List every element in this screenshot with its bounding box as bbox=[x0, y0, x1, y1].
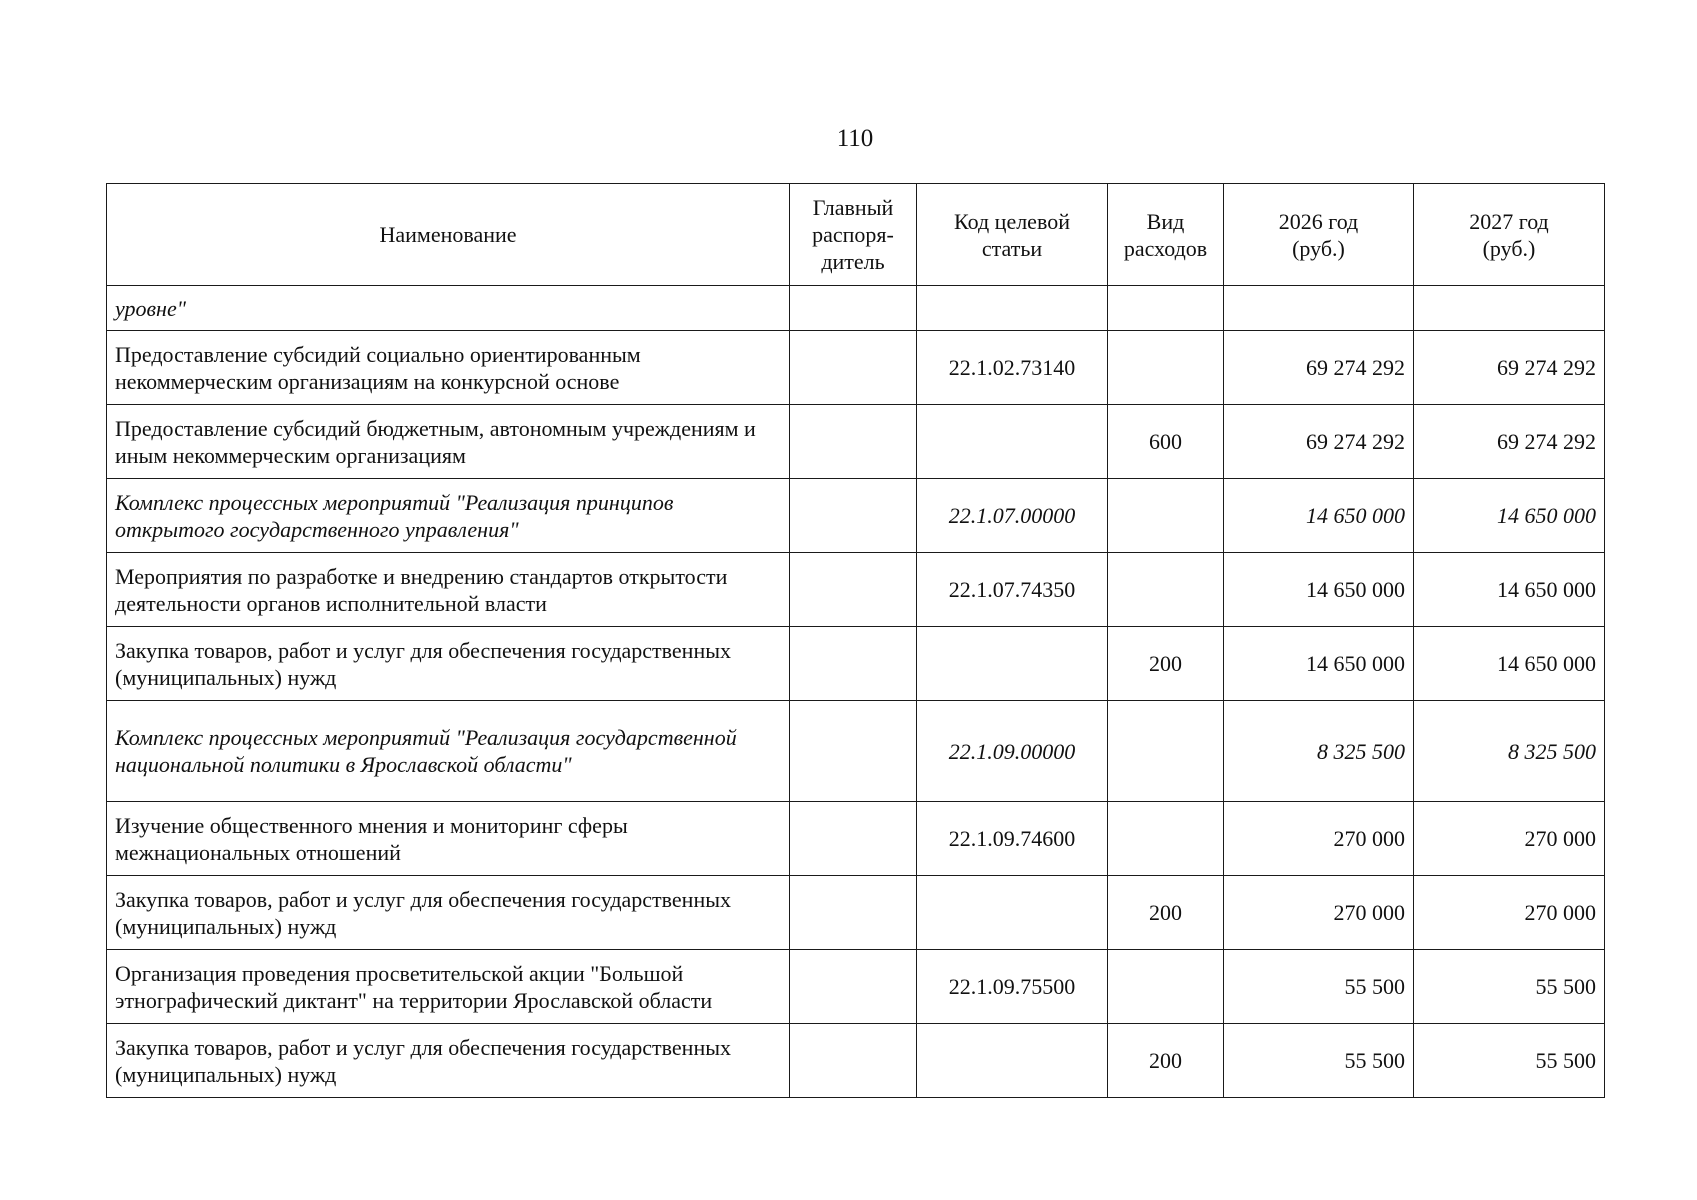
cell-name: Предоставление субсидий социально ориентированным некоммерческим организациям на конкурсной основе bbox=[107, 331, 790, 405]
header-manager-line-3: дитель bbox=[821, 249, 885, 274]
cell-expense-type bbox=[1108, 950, 1224, 1024]
cell-expense-type: 200 bbox=[1108, 1024, 1224, 1098]
table-row bbox=[107, 1024, 1605, 1098]
cell-name: Закупка товаров, работ и услуг для обеспечения государственных (муниципальных) нужд bbox=[107, 627, 790, 701]
cell-2026 bbox=[1224, 286, 1414, 331]
cell-2026: 270 000 bbox=[1224, 876, 1414, 950]
header-2026-line-1: 2026 год bbox=[1278, 208, 1359, 234]
cell-code: 22.1.09.00000 bbox=[917, 701, 1108, 802]
header-type-line-2: расходов bbox=[1123, 235, 1208, 261]
table-body bbox=[107, 286, 1605, 1098]
table-row bbox=[107, 405, 1605, 479]
header-type bbox=[1108, 184, 1224, 286]
cell-expense-type bbox=[1108, 331, 1224, 405]
table-row bbox=[107, 553, 1605, 627]
cell-2027: 8 325 500 bbox=[1414, 701, 1605, 802]
header-2026 bbox=[1224, 184, 1414, 286]
header-code bbox=[917, 184, 1108, 286]
cell-manager bbox=[790, 1024, 917, 1098]
page-number: 110 bbox=[836, 125, 874, 152]
cell-2027: 69 274 292 bbox=[1414, 331, 1605, 405]
cell-name: Изучение общественного мнения и мониторинг сферы межнациональных отношений bbox=[107, 802, 790, 876]
header-2027 bbox=[1414, 184, 1605, 286]
header-2026-line-2: (руб.) bbox=[1292, 235, 1345, 261]
cell-expense-type bbox=[1108, 802, 1224, 876]
cell-name: Предоставление субсидий бюджетным, автономным учреждениям и иным некоммерческим организациям bbox=[107, 405, 790, 479]
cell-2026: 270 000 bbox=[1224, 802, 1414, 876]
header-2027-line-1: 2027 год bbox=[1469, 208, 1549, 234]
cell-2027 bbox=[1414, 286, 1605, 331]
cell-expense-type bbox=[1108, 553, 1224, 627]
cell-name: Организация проведения просветительской акции "Большой этнографический диктант" на территории Ярославской области bbox=[107, 950, 790, 1024]
cell-2027: 14 650 000 bbox=[1414, 627, 1605, 701]
cell-code bbox=[917, 1024, 1108, 1098]
cell-code bbox=[917, 627, 1108, 701]
table-row bbox=[107, 802, 1605, 876]
cell-2027: 14 650 000 bbox=[1414, 553, 1605, 627]
cell-code: 22.1.09.75500 bbox=[917, 950, 1108, 1024]
cell-2027: 270 000 bbox=[1414, 802, 1605, 876]
cell-2026: 14 650 000 bbox=[1224, 479, 1414, 553]
cell-name: Комплекс процессных мероприятий "Реализация принципов открытого государственного управления" bbox=[107, 479, 790, 553]
cell-2027: 55 500 bbox=[1414, 1024, 1605, 1098]
cell-name: Комплекс процессных мероприятий "Реализация государственной национальной политики в Ярославской области" bbox=[107, 701, 790, 802]
cell-code: 22.1.07.74350 bbox=[917, 553, 1108, 627]
cell-manager bbox=[790, 553, 917, 627]
cell-expense-type: 600 bbox=[1108, 405, 1224, 479]
cell-manager bbox=[790, 876, 917, 950]
cell-manager bbox=[790, 627, 917, 701]
cell-manager bbox=[790, 405, 917, 479]
table-row bbox=[107, 701, 1605, 802]
cell-2027: 14 650 000 bbox=[1414, 479, 1605, 553]
table-row bbox=[107, 876, 1605, 950]
cell-2026: 14 650 000 bbox=[1224, 627, 1414, 701]
cell-2027: 69 274 292 bbox=[1414, 405, 1605, 479]
cell-name: Мероприятия по разработке и внедрению стандартов открытости деятельности органов исполнительной власти bbox=[107, 553, 790, 627]
cell-manager bbox=[790, 286, 917, 331]
header-code-line-1: Код целевой bbox=[954, 208, 1070, 234]
cell-2027: 55 500 bbox=[1414, 950, 1605, 1024]
cell-code bbox=[917, 405, 1108, 479]
table-row bbox=[107, 627, 1605, 701]
cell-manager bbox=[790, 331, 917, 405]
cell-code: 22.1.02.73140 bbox=[917, 331, 1108, 405]
cell-2026: 8 325 500 bbox=[1224, 701, 1414, 802]
header-row bbox=[107, 184, 1605, 286]
header-code-line-2: статьи bbox=[981, 235, 1043, 261]
cell-expense-type bbox=[1108, 701, 1224, 802]
cell-expense-type bbox=[1108, 479, 1224, 553]
header-2027-line-2: (руб.) bbox=[1482, 235, 1536, 261]
cell-manager bbox=[790, 802, 917, 876]
cell-expense-type bbox=[1108, 286, 1224, 331]
header-manager bbox=[790, 184, 917, 286]
table-row bbox=[107, 286, 1605, 331]
header-type-line-1: Вид bbox=[1146, 208, 1185, 234]
cell-code bbox=[917, 286, 1108, 331]
cell-2026: 14 650 000 bbox=[1224, 553, 1414, 627]
cell-name: Закупка товаров, работ и услуг для обеспечения государственных (муниципальных) нужд bbox=[107, 1024, 790, 1098]
cell-2026: 55 500 bbox=[1224, 1024, 1414, 1098]
header-manager-line-2: распоря- bbox=[812, 222, 894, 247]
cell-code bbox=[917, 876, 1108, 950]
cell-expense-type: 200 bbox=[1108, 627, 1224, 701]
header-manager-line-1: Главный bbox=[812, 195, 894, 220]
table-row bbox=[107, 479, 1605, 553]
cell-2026: 55 500 bbox=[1224, 950, 1414, 1024]
cell-2027: 270 000 bbox=[1414, 876, 1605, 950]
header-name: Наименование bbox=[107, 184, 790, 286]
cell-2026: 69 274 292 bbox=[1224, 405, 1414, 479]
cell-manager bbox=[790, 950, 917, 1024]
cell-code: 22.1.09.74600 bbox=[917, 802, 1108, 876]
cell-name: Закупка товаров, работ и услуг для обеспечения государственных (муниципальных) нужд bbox=[107, 876, 790, 950]
cell-manager bbox=[790, 701, 917, 802]
cell-expense-type: 200 bbox=[1108, 876, 1224, 950]
cell-code: 22.1.07.00000 bbox=[917, 479, 1108, 553]
budget-table bbox=[106, 183, 1605, 1098]
cell-2026: 69 274 292 bbox=[1224, 331, 1414, 405]
table-row bbox=[107, 331, 1605, 405]
cell-name: уровне" bbox=[107, 286, 790, 331]
table-row bbox=[107, 950, 1605, 1024]
cell-manager bbox=[790, 479, 917, 553]
